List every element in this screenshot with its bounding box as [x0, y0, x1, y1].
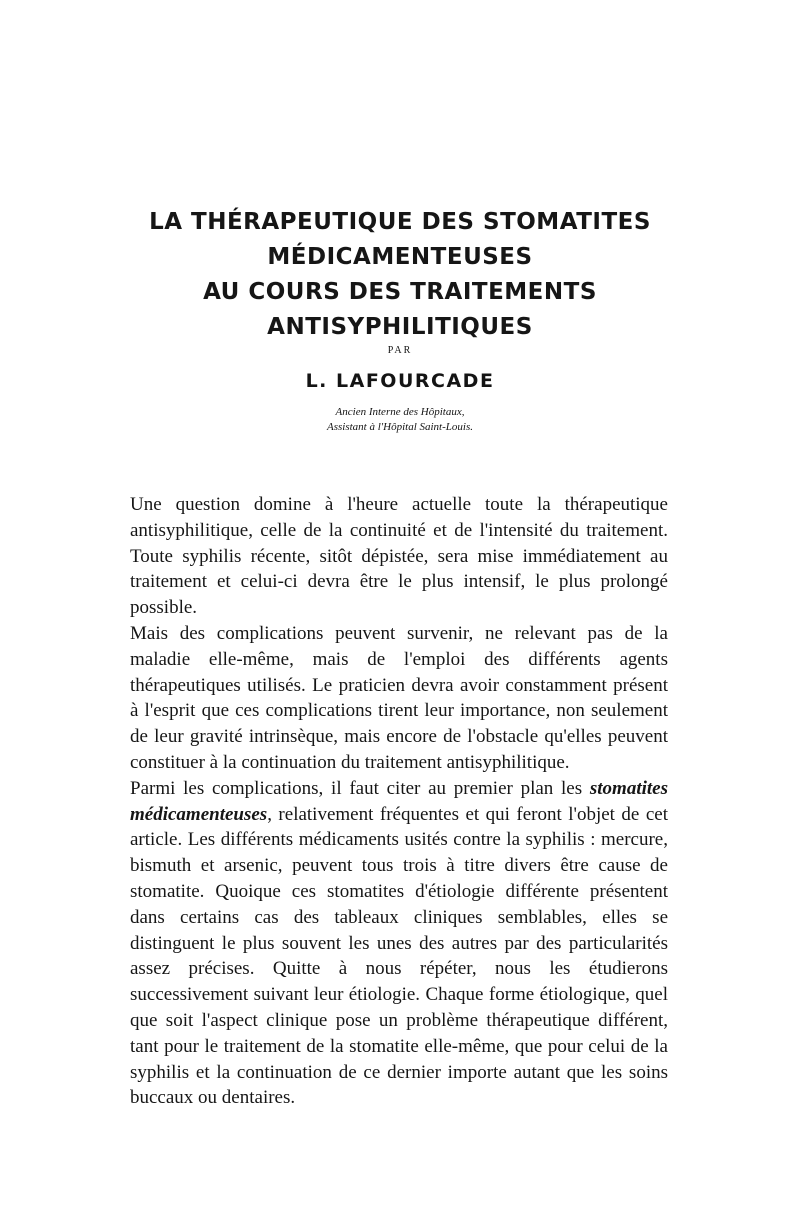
affiliation-line: Ancien Interne des Hôpitaux,: [335, 406, 465, 418]
paragraph-3-end: , relativement fréquentes et qui feront l'objet de cet article. Les différents médicaments usités contre la syphilis : mercure, bismuth et arsenic, peuvent tous trois à titre divers être cause de stomatite. Quoique ces stomatites d'étiologie différente présentent dans certains cas des tableaux cliniques semblables, elles se distinguent le plus souvent les unes des autres par des particularités assez précises. Quitte à nous répéter, nous les étudierons successivement suivant leur étiologie. Chaque forme étiologique, quel que soit l'aspect clinique pose un problème thérapeutique différent, tant pour le traitement de la stomatite elle-même, que pour celui de la syphilis et la continuation de ce dernier importe autant que les soins buccaux ou dentaires.: [130, 803, 668, 1109]
paragraph-2: Mais des complications peuvent survenir, ne relevant pas de la maladie elle-même, mais de l'emploi des différents agents thérapeutiques utilisés. Le praticien devra avoir constamment présent à l'esprit que ces complications tirent leur importance, non seulement de leur gravité intrinsèque, mais encore de l'obstacle qu'elles peuvent constituer à la continuation du traitement antisyphilitique.: [130, 622, 668, 773]
affiliation-line: Assistant à l'Hôpital Saint-Louis.: [327, 421, 473, 433]
by-label: PAR: [387, 345, 413, 356]
paragraph-3-start: Parmi les complications, il faut citer au premier plan les: [130, 777, 590, 799]
title-line: MÉDICAMENTEUSES: [267, 244, 533, 270]
title-line: AU COURS DES TRAITEMENTS: [203, 279, 597, 305]
author-name: L. LAFOURCADE: [305, 370, 495, 392]
author-affiliation: [100, 405, 700, 435]
paragraph-3: [130, 776, 668, 1111]
paragraph-1: Une question domine à l'heure actuelle toute la thérapeutique antisyphilitique, celle de la continuité et de l'intensité du traitement. Toute syphilis récente, sitôt dépistée, sera mise immédiatement au traitement et celui-ci devra être le plus intensif, le plus prolongé possible.: [130, 494, 668, 619]
article-body: [130, 492, 668, 1111]
article-title: [100, 205, 700, 345]
emphasis-term: stomatites médicamenteuses: [130, 777, 668, 825]
title-line: ANTISYPHILITIQUES: [267, 314, 533, 340]
title-line: LA THÉRAPEUTIQUE DES STOMATITES: [149, 209, 651, 235]
